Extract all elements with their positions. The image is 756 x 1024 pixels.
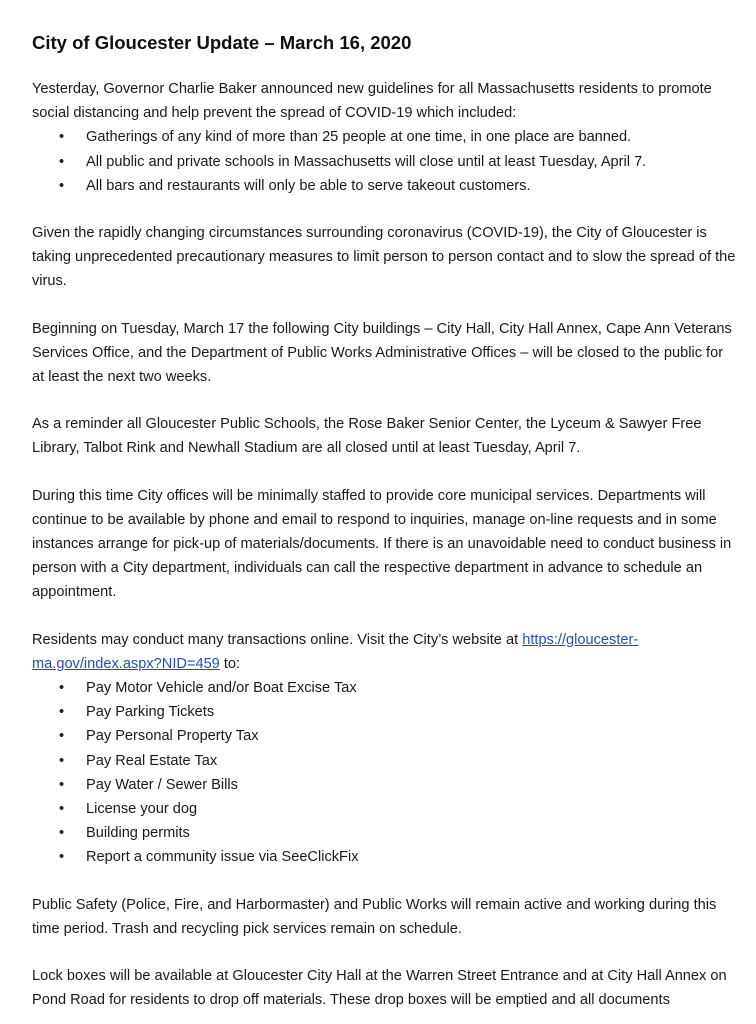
bullet-icon: • xyxy=(59,801,65,818)
bullet-icon: • xyxy=(59,752,65,769)
bullet-icon: • xyxy=(59,680,65,697)
page-title: City of Gloucester Update – March 16, 2020 xyxy=(32,32,412,53)
list-item: • Pay Real Estate Tax xyxy=(59,749,738,773)
lock-boxes-paragraph: Lock boxes will be available at Gloucester City Hall at the Warren Street Entrance and at City Hall Annex on Pond Road for residents to drop off materials. These drop boxes will be emptied and all documents xyxy=(32,968,727,1009)
list-item: • License your dog xyxy=(59,797,738,821)
list-item: • All public and private schools in Massachusetts will close until at least Tuesday, April 7. xyxy=(59,150,738,174)
list-item: • Building permits xyxy=(59,821,738,845)
bullet-icon: • xyxy=(59,177,65,194)
city-website-link[interactable]: https://gloucester-ma.gov/index.aspx?NID=459 xyxy=(32,631,639,672)
bullet-icon: • xyxy=(59,129,65,146)
intro-paragraph: Yesterday, Governor Charlie Baker announced new guidelines for all Massachusetts residents to promote social distancing and help prevent the spread of COVID-19 which included: xyxy=(32,81,712,122)
bullet-icon: • xyxy=(59,728,65,745)
list-item: • Pay Motor Vehicle and/or Boat Excise Tax xyxy=(59,676,738,700)
bullet-icon: • xyxy=(59,776,65,793)
list-item: • Pay Water / Sewer Bills xyxy=(59,773,738,797)
online-transactions-paragraph: Residents may conduct many transactions online. Visit the City’s website at https://gloucester-ma.gov/index.aspx?NID=459 to: xyxy=(32,631,639,672)
public-safety-paragraph: Public Safety (Police, Fire, and Harbormaster) and Public Works will remain active and working during this time period. Trash and recycling pick services remain on schedule. xyxy=(32,896,717,937)
bullet-icon: • xyxy=(59,825,65,842)
bullet-icon: • xyxy=(59,849,65,866)
bullet-icon: • xyxy=(59,153,65,170)
guidelines-list xyxy=(32,125,738,198)
list-item: • Pay Parking Tickets xyxy=(59,700,738,724)
list-item: • Pay Personal Property Tax xyxy=(59,724,738,748)
reminder-paragraph: As a reminder all Gloucester Public Schools, the Rose Baker Senior Center, the Lyceum & Sawyer Free Library, Talbot Rink and Newhall Stadium are all closed until at least Tuesday, April 7. xyxy=(32,416,702,457)
list-item: • All bars and restaurants will only be able to serve takeout customers. xyxy=(59,174,738,198)
list-item: • Report a community issue via SeeClickFix xyxy=(59,845,738,869)
transactions-list xyxy=(32,676,738,870)
city-offices-paragraph: During this time City offices will be minimally staffed to provide core municipal services. Departments will continue to be available by phone and email to respond to inquiries, manage on-line requests and in some instances arrange for pick-up of materials/documents. If there is an unavoidable need to conduct business in person with a City department, individuals can call the respective department in advance to schedule an appointment. xyxy=(32,487,732,601)
bullet-icon: • xyxy=(59,704,65,721)
buildings-closure-paragraph: Beginning on Tuesday, March 17 the following City buildings – City Hall, City Hall Annex, Cape Ann Veterans Services Office, and the Department of Public Works Administrative Offices – will be closed to the public for at least the next two weeks. xyxy=(32,320,732,386)
list-item: • Gatherings of any kind of more than 25 people at one time, in one place are banned. xyxy=(59,125,738,149)
circumstances-paragraph: Given the rapidly changing circumstances surrounding coronavirus (COVID-19), the City of Gloucester is taking unprecedented precautionary measures to limit person to person contact and to slow the spread of the virus. xyxy=(32,225,736,290)
